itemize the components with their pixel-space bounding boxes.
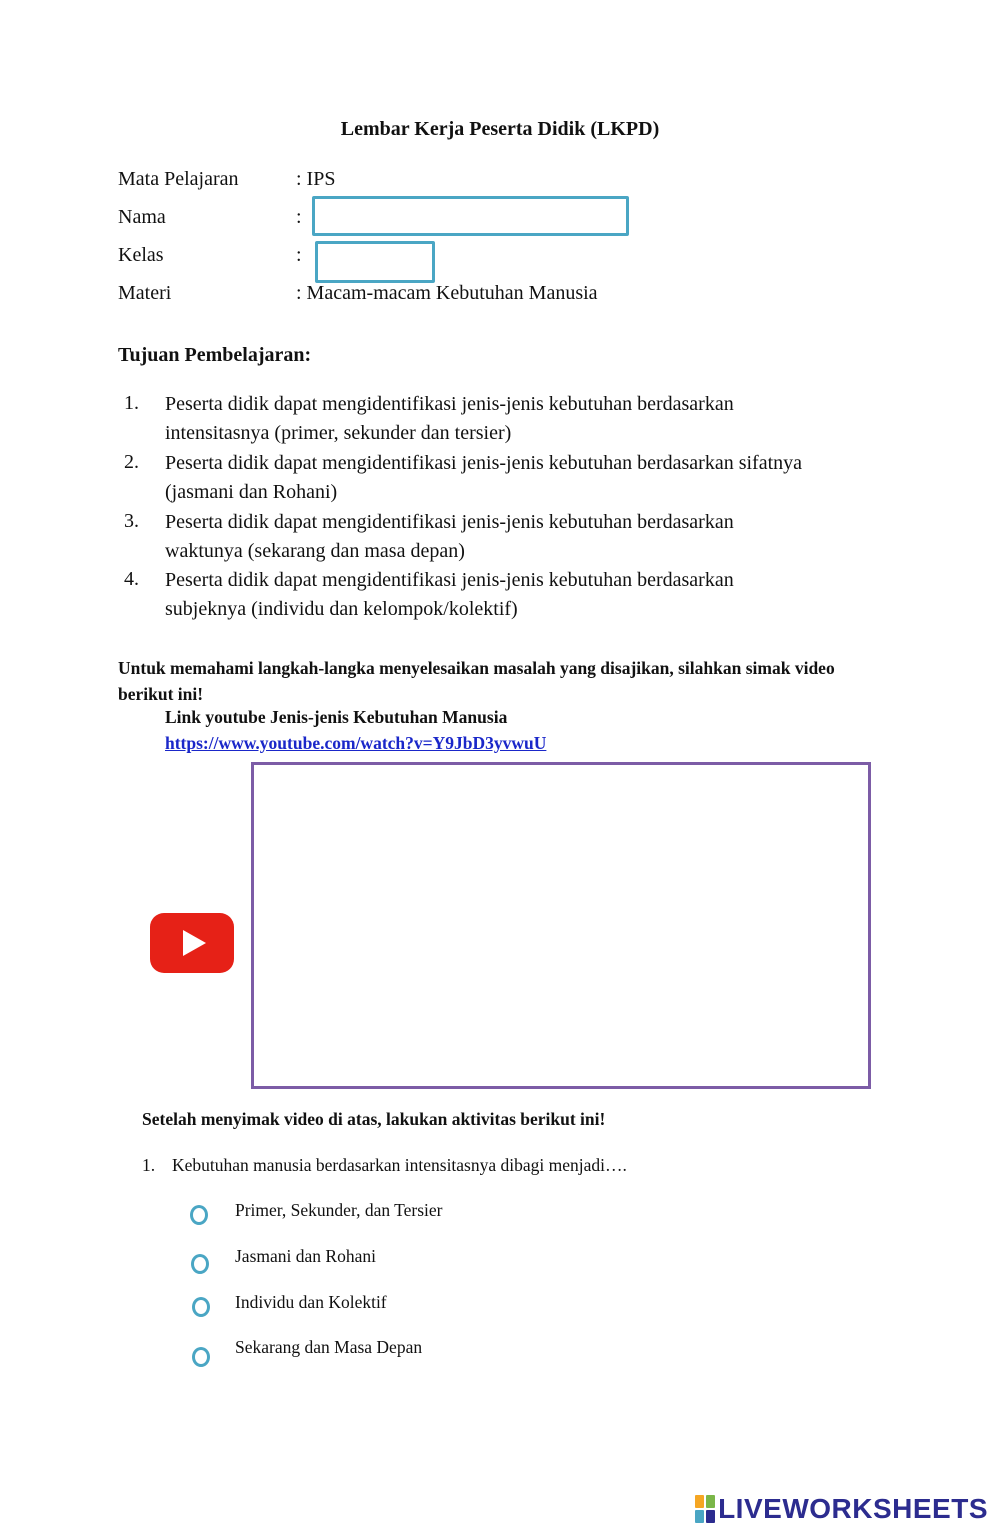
name-label: Nama — [118, 206, 166, 228]
goal-number: 2. — [124, 451, 139, 473]
option-label-4: Sekarang dan Masa Depan — [235, 1337, 423, 1357]
goal-item — [165, 508, 885, 566]
video-instruction: Untuk memahami langkah-langka menyelesaikan masalah yang disajikan, silahkan simak video berikut ini! — [118, 658, 835, 704]
worksheet-title: Lembar Kerja Peserta Didik (LKPD) — [340, 118, 660, 140]
radio-option-4[interactable] — [192, 1347, 210, 1367]
liveworksheets-brand — [695, 1494, 988, 1524]
goal-line: (jasmani dan Rohani) — [165, 481, 338, 503]
goal-number: 4. — [124, 568, 139, 590]
goal-line: Peserta didik dapat mengidentifikasi jenis-jenis kebutuhan berdasarkan — [165, 393, 734, 415]
goal-line: intensitasnya (primer, sekunder dan tersier) — [165, 422, 512, 444]
youtube-play-icon[interactable] — [150, 913, 234, 973]
video-link-title: Link youtube Jenis-jenis Kebutuhan Manusia — [165, 707, 508, 727]
material-label: Materi — [118, 282, 172, 304]
goal-item — [165, 449, 885, 507]
radio-option-3[interactable] — [192, 1297, 210, 1317]
name-input[interactable] — [312, 196, 629, 236]
goal-item — [165, 566, 885, 624]
goal-line: subjeknya (individu dan kelompok/kolektif) — [165, 598, 518, 620]
class-colon: : — [296, 244, 302, 266]
goal-line: Peserta didik dapat mengidentifikasi jenis-jenis kebutuhan berdasarkan — [165, 511, 734, 533]
brand-name: LIVEWORKSHEETS — [718, 1493, 988, 1524]
question-number: 1. — [142, 1155, 156, 1175]
activity-intro: Setelah menyimak video di atas, lakukan aktivitas berikut ini! — [142, 1109, 606, 1129]
youtube-link[interactable]: https://www.youtube.com/watch?v=Y9JbD3yvwuU — [165, 733, 547, 753]
option-label-1: Primer, Sekunder, dan Tersier — [235, 1200, 443, 1220]
name-colon: : — [296, 206, 302, 228]
radio-option-1[interactable] — [190, 1205, 208, 1225]
class-label: Kelas — [118, 244, 164, 266]
radio-option-2[interactable] — [191, 1254, 209, 1274]
goal-line: Peserta didik dapat mengidentifikasi jenis-jenis kebutuhan berdasarkan sifatnya — [165, 452, 803, 474]
question-text: Kebutuhan manusia berdasarkan intensitasnya dibagi menjadi…. — [172, 1155, 627, 1175]
material-value: : Macam-macam Kebutuhan Manusia — [296, 282, 598, 304]
goal-number: 1. — [124, 392, 139, 414]
option-label-2: Jasmani dan Rohani — [235, 1246, 376, 1266]
goal-line: waktunya (sekarang dan masa depan) — [165, 540, 465, 562]
goal-item — [165, 390, 885, 448]
video-embed-frame[interactable] — [251, 762, 871, 1089]
class-input[interactable] — [315, 241, 435, 283]
option-label-3: Individu dan Kolektif — [235, 1292, 387, 1312]
subject-label: Mata Pelajaran — [118, 168, 239, 190]
subject-value: : IPS — [296, 168, 336, 190]
goal-line: Peserta didik dapat mengidentifikasi jenis-jenis kebutuhan berdasarkan — [165, 569, 734, 591]
goals-heading: Tujuan Pembelajaran: — [118, 344, 312, 366]
goal-number: 3. — [124, 510, 139, 532]
liveworksheets-logo-icon — [695, 1495, 715, 1523]
